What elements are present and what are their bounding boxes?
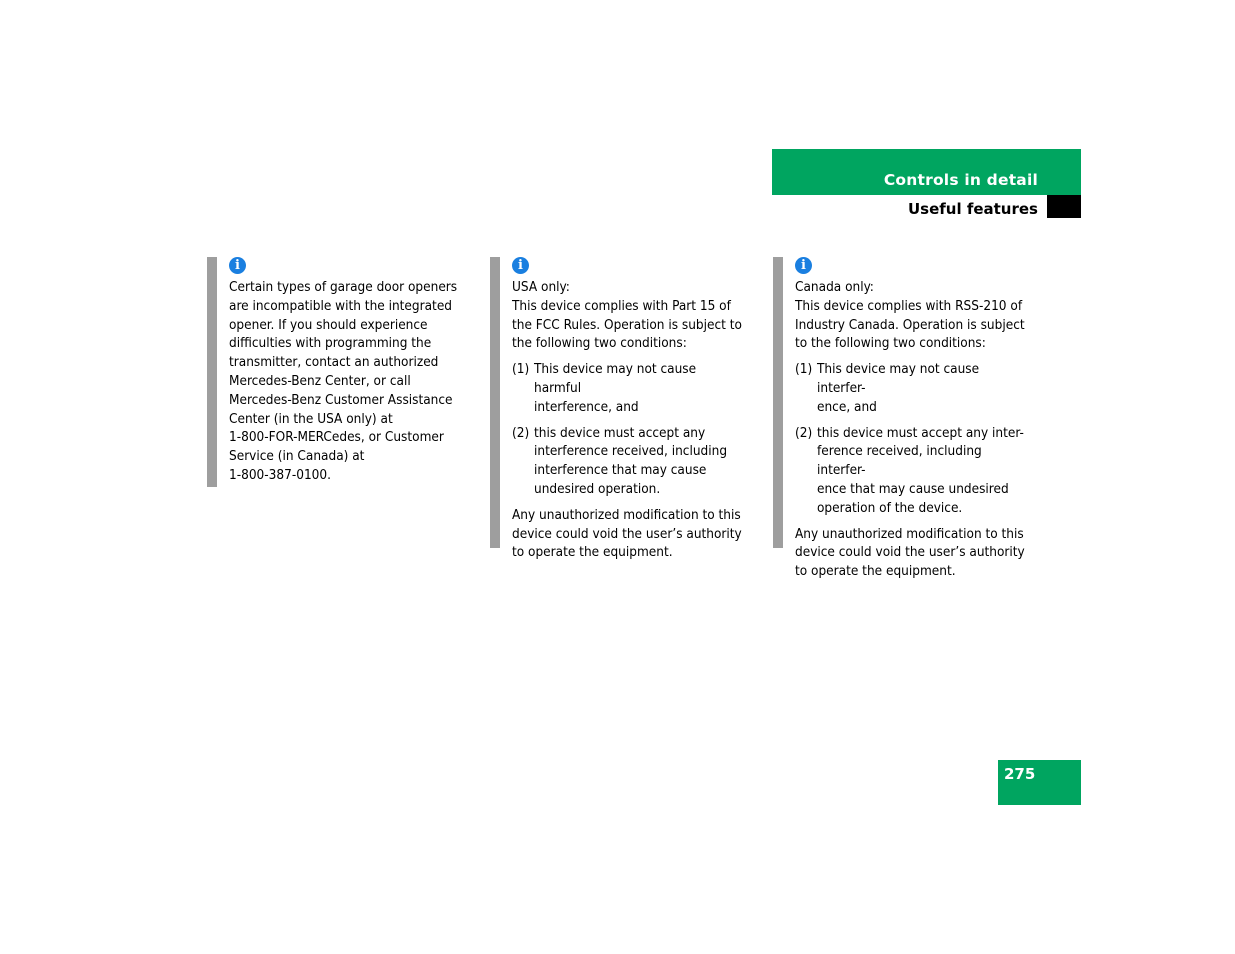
note-line: Certain types of garage door openers	[229, 279, 458, 295]
note-line: interference received, including	[534, 443, 728, 460]
page-number: 275	[1004, 765, 1036, 783]
note-line: interference that may cause	[534, 462, 707, 479]
note-line: Mercedes-Benz Center, or call	[229, 372, 411, 389]
condition-text	[534, 360, 747, 416]
note-line: device could void the user’s authority	[795, 544, 1025, 561]
note-line: ence that may cause undesired	[817, 480, 1009, 497]
note-line: Center (in the USA only) at	[229, 410, 393, 427]
note-side-bar	[773, 257, 783, 548]
note-line: the FCC Rules. Operation is subject to	[512, 316, 742, 333]
condition-item	[512, 360, 747, 416]
note-side-bar	[207, 257, 217, 487]
condition-item	[795, 424, 1030, 518]
condition-text	[534, 424, 747, 499]
note-heading: Canada only:	[795, 279, 874, 295]
note-content	[795, 257, 1030, 581]
condition-item	[512, 424, 747, 499]
page-number-box	[998, 760, 1081, 805]
note-line: this device must accept any	[534, 424, 706, 441]
note-line: This device may not cause harmful	[534, 361, 697, 396]
note-line: are incompatible with the integrated	[229, 297, 453, 314]
note-line: to the following two conditions:	[795, 335, 986, 352]
note-line: This device may not cause interfer-	[817, 361, 980, 396]
note-line: Any unauthorized modification to this	[795, 525, 1024, 542]
note-line: ence, and	[817, 398, 877, 415]
closing-paragraph	[512, 506, 747, 562]
note-line: transmitter, contact an authorized	[229, 354, 439, 371]
note-line: this device must accept any inter-	[817, 424, 1024, 441]
note-line: the following two conditions:	[512, 335, 687, 352]
closing-paragraph	[795, 525, 1030, 581]
note-line: Mercedes-Benz Customer Assistance	[229, 391, 453, 408]
note-heading: USA only:	[512, 279, 570, 295]
note-line: Any unauthorized modification to this	[512, 506, 741, 523]
note-line: to operate the equipment.	[795, 563, 956, 580]
note-line: Service (in Canada) at	[229, 448, 365, 465]
info-icon: i	[795, 257, 812, 274]
condition-number: (2)	[512, 424, 530, 441]
note-line: This device complies with Part 15 of	[512, 297, 731, 314]
note-content	[512, 257, 747, 562]
condition-item	[795, 360, 1030, 416]
condition-number: (2)	[795, 424, 813, 441]
note-line: device could void the user’s authority	[512, 525, 742, 542]
note-content	[229, 257, 464, 485]
note-line: ference received, including interfer-	[817, 443, 982, 479]
thumb-tab-marker	[1047, 195, 1081, 218]
section-header	[772, 149, 1081, 195]
info-icon: i	[229, 257, 246, 274]
note-line: difficulties with programming the	[229, 335, 432, 352]
note-line: 1-800-387-0100.	[229, 466, 331, 483]
condition-number: (1)	[512, 361, 530, 378]
note-side-bar	[490, 257, 500, 548]
note-line: 1-800-FOR-MERCedes, or Customer	[229, 429, 444, 446]
note-line: operation of the device.	[817, 499, 963, 516]
condition-text	[817, 360, 1030, 416]
note-line: undesired operation.	[534, 480, 661, 497]
condition-text	[817, 424, 1030, 518]
subsection-title: Useful features	[907, 200, 1038, 218]
note-line: Industry Canada. Operation is subject	[795, 316, 1025, 333]
note-line: interference, and	[534, 398, 639, 415]
section-title: Controls in detail	[883, 171, 1038, 189]
note-line: This device complies with RSS-210 of	[795, 297, 1023, 314]
note-line: opener. If you should experience	[229, 316, 428, 333]
condition-number: (1)	[795, 361, 813, 378]
note-line: to operate the equipment.	[512, 544, 673, 561]
info-icon: i	[512, 257, 529, 274]
